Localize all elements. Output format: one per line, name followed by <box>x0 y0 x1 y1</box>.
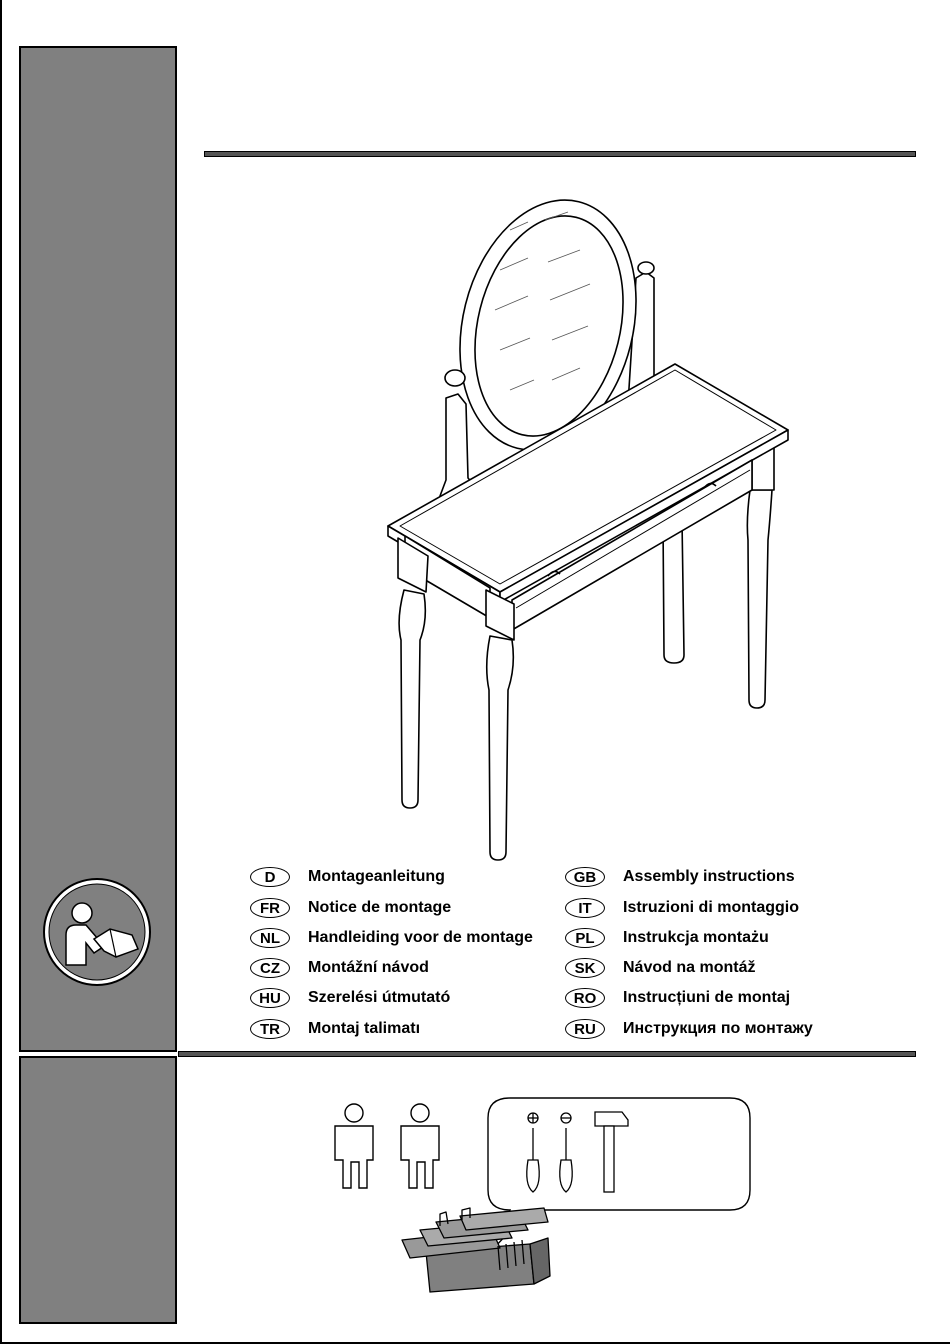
language-title: Notice de montage <box>308 899 452 916</box>
language-title: Assembly instructions <box>623 868 795 885</box>
language-code-badge: SK <box>565 958 605 978</box>
language-code-badge: GB <box>565 867 605 887</box>
language-title: Instrucțiuni de montaj <box>623 989 791 1006</box>
language-code-badge: PL <box>565 928 605 948</box>
language-code-badge: FR <box>250 898 290 918</box>
language-code-badge: D <box>250 867 290 887</box>
language-title: Handleiding voor de montage <box>308 929 533 946</box>
language-code-badge: RU <box>565 1019 605 1039</box>
language-code-badge: IT <box>565 898 605 918</box>
language-code-badge: RO <box>565 988 605 1008</box>
language-code-badge: CZ <box>250 958 290 978</box>
language-code-badge: TR <box>250 1019 290 1039</box>
language-title: Instrukcja montażu <box>623 929 769 946</box>
language-title: Montaj talimatı <box>308 1020 421 1037</box>
language-title: Szerelési útmutató <box>308 989 451 1006</box>
language-code-badge: NL <box>250 928 290 948</box>
language-title: Montageanleitung <box>308 868 445 885</box>
language-title: Инструкция по монтажу <box>623 1020 813 1037</box>
language-title: Montážní návod <box>308 959 429 976</box>
language-title: Návod na montáž <box>623 959 756 976</box>
language-title: Istruzioni di montaggio <box>623 899 799 916</box>
language-code-badge: HU <box>250 988 290 1008</box>
